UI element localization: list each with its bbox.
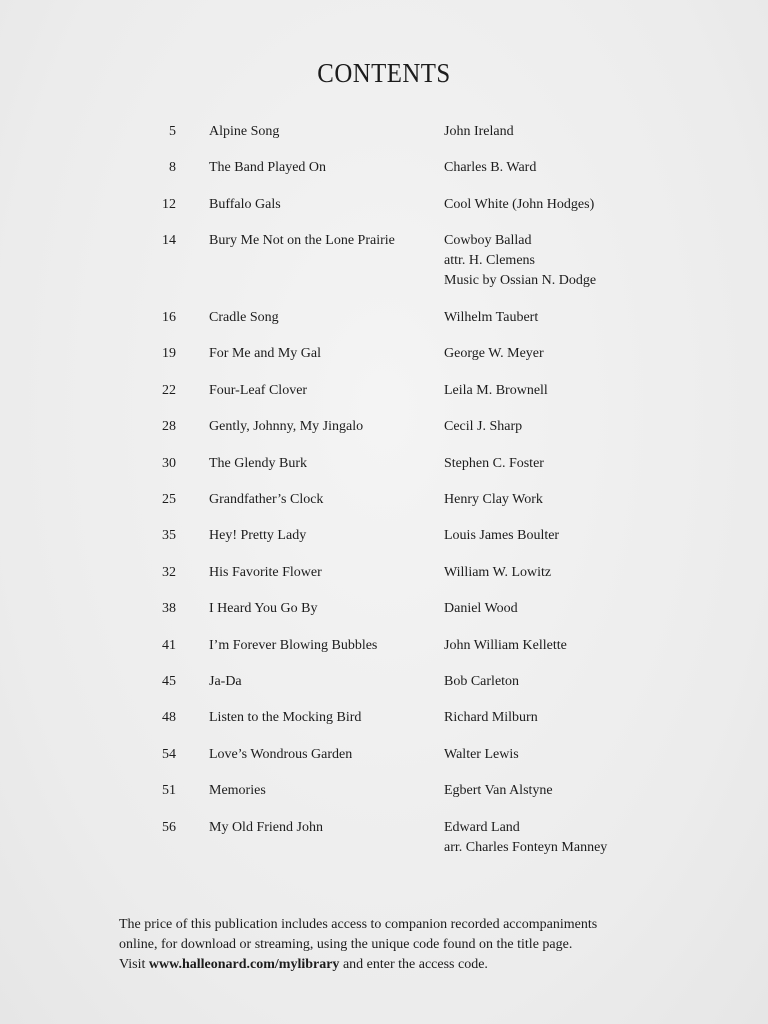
toc-credits bbox=[444, 599, 518, 619]
toc-credit-line: Cowboy Ballad bbox=[444, 233, 532, 249]
toc-page-number: 19 bbox=[162, 346, 176, 362]
toc-page-number: 16 bbox=[162, 310, 176, 325]
toc-credit-line: John William Kellette bbox=[444, 637, 567, 653]
toc-credit-line: arr. Charles Fonteyn Manney bbox=[444, 839, 608, 855]
toc-credits bbox=[444, 158, 536, 178]
toc-page-number: 8 bbox=[169, 160, 176, 176]
toc-credits bbox=[444, 454, 544, 474]
toc-page-number: 48 bbox=[162, 710, 176, 726]
toc-song-title: The Band Played On bbox=[209, 160, 327, 176]
toc-credits bbox=[444, 231, 596, 291]
toc-credit-line: William W. Lowitz bbox=[444, 564, 552, 580]
toc-page-number: 22 bbox=[162, 382, 176, 398]
toc-credits bbox=[444, 563, 551, 583]
footer-note bbox=[119, 915, 679, 975]
toc-page-number: 45 bbox=[162, 674, 176, 689]
toc-credit-line: Edward Land bbox=[444, 819, 520, 835]
toc-song-title: His Favorite Flower bbox=[209, 564, 322, 580]
toc-page-number: 38 bbox=[162, 601, 176, 617]
toc-credit-line: Wilhelm Taubert bbox=[444, 310, 539, 325]
toc-page-number: 35 bbox=[162, 528, 176, 544]
toc-credit-line: Bob Carleton bbox=[444, 674, 520, 689]
footer-visit-suffix: and enter the access code. bbox=[339, 957, 488, 972]
toc-credit-line: Louis James Boulter bbox=[444, 528, 560, 544]
toc-credits bbox=[444, 745, 519, 765]
toc-song-title: Ja-Da bbox=[209, 674, 242, 689]
toc-credit-line: attr. H. Clemens bbox=[444, 253, 535, 269]
toc-credits bbox=[444, 781, 553, 801]
toc-page-number: 54 bbox=[162, 746, 176, 762]
toc-credits bbox=[444, 818, 607, 858]
toc-credit-line: Stephen C. Foster bbox=[444, 455, 544, 471]
toc-credit-line: Henry Clay Work bbox=[444, 492, 543, 507]
toc-credit-line: Walter Lewis bbox=[444, 746, 519, 762]
toc-song-title: For Me and My Gal bbox=[209, 346, 321, 362]
toc-song-title: Gently, Johnny, My Jingalo bbox=[209, 419, 364, 435]
library-url-link[interactable]: www.halleonard.com/mylibrary bbox=[148, 957, 340, 972]
toc-song-title: Memories bbox=[209, 783, 266, 799]
toc-page-number: 5 bbox=[169, 124, 176, 139]
toc-credit-line: Daniel Wood bbox=[444, 601, 518, 617]
toc-page-number: 41 bbox=[162, 637, 176, 653]
toc-credits bbox=[444, 308, 538, 328]
toc-song-title: Buffalo Gals bbox=[209, 196, 281, 212]
toc-page-number: 14 bbox=[162, 233, 176, 249]
toc-song-title: The Glendy Burk bbox=[209, 455, 307, 471]
toc-song-title: Love’s Wondrous Garden bbox=[209, 746, 353, 762]
toc-credits bbox=[444, 344, 544, 364]
toc-credits bbox=[444, 122, 514, 142]
toc-credits bbox=[444, 490, 543, 510]
toc-credit-line: George W. Meyer bbox=[444, 346, 544, 362]
toc-credits bbox=[444, 195, 594, 215]
toc-song-title: Cradle Song bbox=[209, 310, 279, 325]
toc-credits bbox=[444, 417, 522, 437]
toc-song-title: I Heard You Go By bbox=[209, 601, 318, 617]
toc-song-title: Hey! Pretty Lady bbox=[209, 528, 307, 544]
toc-page-number: 12 bbox=[162, 196, 176, 212]
toc-page-number: 28 bbox=[162, 419, 176, 435]
toc-credit-line: Egbert Van Alstyne bbox=[444, 783, 553, 799]
toc-song-title: Bury Me Not on the Lone Prairie bbox=[209, 233, 395, 249]
toc-page-number: 25 bbox=[162, 492, 176, 507]
toc-credit-line: Cool White (John Hodges) bbox=[444, 196, 595, 212]
toc-credits bbox=[444, 381, 548, 401]
toc-page-number: 32 bbox=[162, 564, 176, 580]
toc-credits bbox=[444, 708, 538, 728]
footer-visit-prefix: Visit bbox=[119, 957, 149, 972]
toc-credit-line: Charles B. Ward bbox=[444, 160, 537, 176]
toc-credits bbox=[444, 672, 519, 692]
footer-line-2: online, for download or streaming, using the unique code found on the title page. bbox=[119, 937, 573, 952]
toc-credit-line: Cecil J. Sharp bbox=[444, 419, 523, 435]
toc-song-title: I’m Forever Blowing Bubbles bbox=[209, 637, 378, 653]
toc-credit-line: Leila M. Brownell bbox=[444, 382, 548, 398]
toc-credit-line: Music by Ossian N. Dodge bbox=[444, 273, 597, 289]
toc-credit-line: John Ireland bbox=[444, 124, 514, 139]
toc-song-title: Listen to the Mocking Bird bbox=[209, 710, 362, 726]
toc-page-number: 51 bbox=[162, 783, 176, 799]
toc-credits bbox=[444, 636, 567, 656]
toc-credit-line: Richard Milburn bbox=[444, 710, 538, 726]
toc-page-number: 30 bbox=[162, 455, 176, 471]
page-title: CONTENTS bbox=[317, 58, 451, 88]
footer-line-1: The price of this publication includes access to companion recorded accompaniments bbox=[119, 917, 598, 932]
toc-credits bbox=[444, 526, 559, 546]
toc-song-title: My Old Friend John bbox=[209, 819, 323, 835]
toc-page-number: 56 bbox=[162, 819, 176, 835]
toc-song-title: Alpine Song bbox=[209, 124, 280, 139]
toc-song-title: Grandfather’s Clock bbox=[209, 492, 324, 507]
toc-song-title: Four-Leaf Clover bbox=[209, 382, 308, 398]
